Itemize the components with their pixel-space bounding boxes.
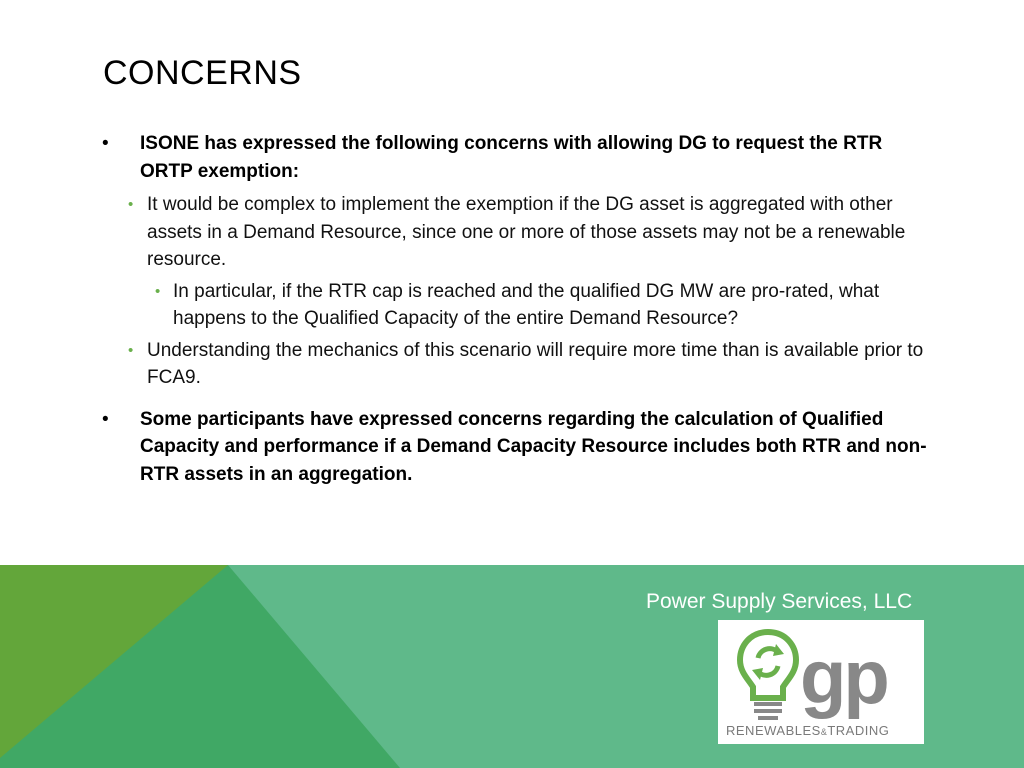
bullet-text: ISONE has expressed the following concerns with allowing DG to request the RTR ORTP exemption: <box>140 133 883 182</box>
bullet-marker: • <box>128 196 134 213</box>
logo-tagline-right: TRADING <box>827 723 890 738</box>
company-name: Power Supply Services, LLC <box>646 590 913 613</box>
bullet-marker: • <box>102 408 109 430</box>
lightbulb-recycle-icon <box>728 624 808 724</box>
bullet-text: In particular, if the RTR cap is reached and the qualified DG MW are pro-rated, what happens to the Qualified Capacity of the entire Demand Resource? <box>173 280 880 329</box>
logo-tagline-left: RENEWABLES <box>726 723 821 738</box>
bullet-item <box>100 130 930 185</box>
bullet-item <box>100 337 930 392</box>
bullet-marker: • <box>102 133 109 154</box>
bullet-marker: • <box>128 341 134 359</box>
bullet-marker: • <box>155 282 161 300</box>
bullet-item <box>100 278 930 333</box>
logo-tagline-amp: & <box>820 727 828 737</box>
bullet-text: Some participants have expressed concerns regarding the calculation of Qualified Capacity and performance if a Demand Capacity Resource includes both RTR and non-RTR assets in an aggregation. <box>140 408 927 485</box>
bullet-item <box>100 406 930 489</box>
slide-title: CONCERNS <box>103 54 302 92</box>
bullet-item <box>100 191 930 274</box>
bullet-text: It would be complex to implement the exemption if the DG asset is aggregated with other assets in a Demand Resource, since one or more of those assets may not be a renewable resource. <box>147 194 906 270</box>
logo-mark: gp <box>800 635 887 720</box>
logo-tagline <box>726 723 889 738</box>
bullet-text: Understanding the mechanics of this scenario will require more time than is available prior to FCA9. <box>147 339 924 388</box>
company-logo <box>718 620 924 744</box>
bullet-list <box>100 130 930 494</box>
